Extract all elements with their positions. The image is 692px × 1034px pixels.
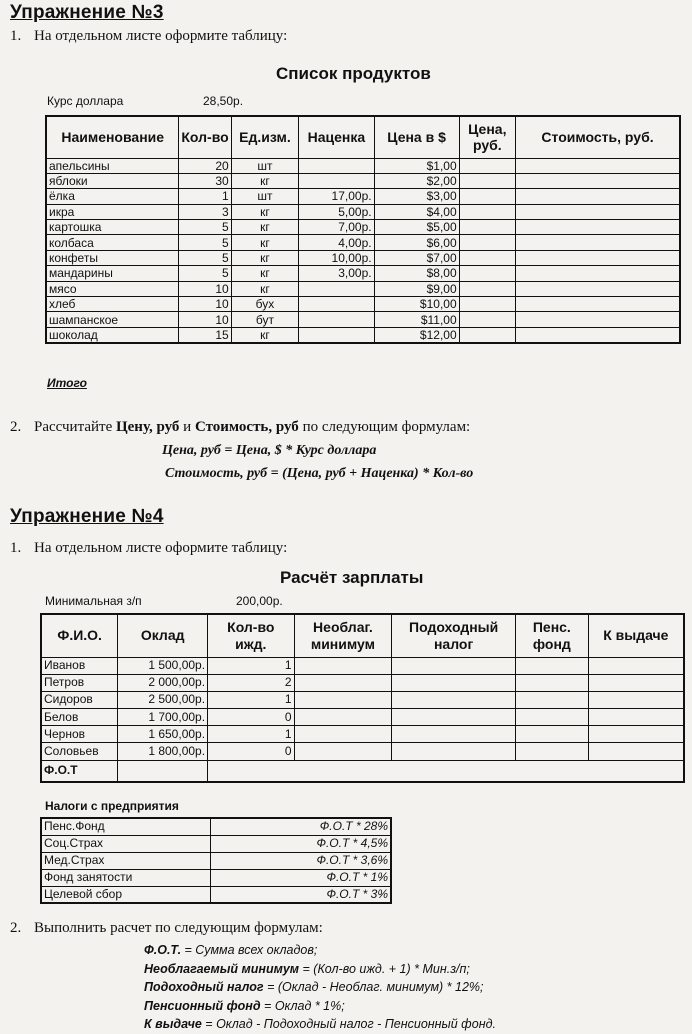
table-cell xyxy=(459,297,515,312)
table-cell xyxy=(588,726,684,743)
salary-header-row xyxy=(41,614,684,657)
table-cell xyxy=(392,674,516,691)
empty-cell xyxy=(392,760,516,782)
table-cell xyxy=(516,281,680,296)
step-text: На отдельном листе оформите таблицу: xyxy=(34,540,288,556)
tax-name: Фонд занятости xyxy=(41,869,210,886)
table-row xyxy=(46,297,680,312)
tax-formula: Ф.О.Т * 28% xyxy=(210,818,391,835)
table-cell: кг xyxy=(231,204,299,219)
formula-term: Необлагаемый минимум xyxy=(144,961,300,976)
tax-name: Целевой сбор xyxy=(41,886,210,903)
table-cell: шт xyxy=(231,158,299,173)
table-cell: шт xyxy=(231,189,299,204)
table-row xyxy=(41,869,391,886)
step-text: Выполнить расчет по следующим формулам: xyxy=(34,920,323,936)
col-header-pension: Пенс. фонд xyxy=(515,614,588,657)
table-cell: 15 xyxy=(179,327,231,343)
col-header-untaxed-min: Необлаг. минимум xyxy=(294,614,392,657)
table-cell xyxy=(516,189,680,204)
table-cell: 5,00р. xyxy=(299,204,374,219)
table-row xyxy=(46,281,680,296)
table-cell: кг xyxy=(231,173,299,188)
table-cell: яблоки xyxy=(46,173,179,188)
step-bold-price: Цену, руб xyxy=(115,419,180,435)
table-cell xyxy=(294,709,392,726)
table-cell: 30 xyxy=(179,173,231,188)
table-row xyxy=(41,835,391,852)
table-cell: Сидоров xyxy=(41,691,118,708)
table-row xyxy=(41,886,391,903)
table-cell: 1 xyxy=(179,189,231,204)
tax-formula: Ф.О.Т * 3,6% xyxy=(210,852,391,869)
salary-table-title: Расчёт зарплаты xyxy=(280,568,424,587)
tax-name: Мед.Страх xyxy=(41,852,210,869)
formula-line xyxy=(144,999,345,1013)
step-text-end: по следующим формулам: xyxy=(298,419,471,435)
formula-expr: = (Оклад - Необлаг. минимум) * 12%; xyxy=(263,980,484,994)
step-text-and: и xyxy=(179,419,195,435)
table-cell xyxy=(299,158,374,173)
col-header-salary: Оклад xyxy=(118,614,208,657)
table-cell: $1,00 xyxy=(374,158,459,173)
table-cell: $3,00 xyxy=(374,189,459,204)
table-row xyxy=(46,250,680,265)
step-text: На отдельном листе оформите таблицу: xyxy=(34,28,288,44)
formula-line xyxy=(144,1017,496,1031)
min-wage-label: Минимальная з/п xyxy=(45,594,142,608)
table-cell: Чернов xyxy=(41,726,118,743)
table-cell xyxy=(516,250,680,265)
step-number: 1. xyxy=(10,28,22,44)
table-row xyxy=(46,220,680,235)
table-cell: Петров xyxy=(41,674,118,691)
table-cell: 7,00р. xyxy=(299,220,374,235)
products-table xyxy=(45,115,681,344)
table-cell: $12,00 xyxy=(374,327,459,343)
table-cell: 5 xyxy=(179,220,231,235)
products-table-title: Список продуктов xyxy=(276,64,431,83)
fot-value-cell xyxy=(118,760,208,782)
formula-term: Пенсионный фонд xyxy=(144,998,261,1013)
table-cell xyxy=(294,657,392,674)
table-cell: ёлка xyxy=(46,189,179,204)
table-row xyxy=(41,852,391,869)
min-wage-value: 200,00р. xyxy=(236,594,283,608)
table-cell xyxy=(588,709,684,726)
empty-cell xyxy=(294,760,392,782)
table-cell xyxy=(515,709,588,726)
formula-line xyxy=(144,962,470,976)
table-cell: 3 xyxy=(179,204,231,219)
formula-term: К выдаче xyxy=(144,1017,202,1031)
table-cell xyxy=(516,312,680,327)
formula-line xyxy=(144,980,484,994)
table-cell xyxy=(299,327,374,343)
table-cell xyxy=(392,743,516,760)
table-cell: хлеб xyxy=(46,297,179,312)
tax-name: Соц.Страх xyxy=(41,835,210,852)
step-number: 2. xyxy=(10,920,22,936)
formula-expr: = Оклад - Подоходный налог - Пенсионный фонд. xyxy=(201,1017,496,1031)
table-row xyxy=(46,327,680,343)
tax-formula: Ф.О.Т * 3% xyxy=(210,886,391,903)
table-cell xyxy=(516,204,680,219)
step-bold-cost: Стоимость, руб xyxy=(194,419,299,435)
table-cell xyxy=(459,250,515,265)
table-row xyxy=(46,204,680,219)
fot-row xyxy=(41,760,684,782)
table-cell: 10,00р. xyxy=(299,250,374,265)
table-cell xyxy=(459,220,515,235)
table-cell: конфеты xyxy=(46,250,179,265)
table-cell xyxy=(299,297,374,312)
table-row xyxy=(46,312,680,327)
table-cell xyxy=(459,189,515,204)
table-cell: 5 xyxy=(179,250,231,265)
col-header-name: Наименование xyxy=(46,116,179,158)
table-row xyxy=(41,726,684,743)
table-row xyxy=(41,674,684,691)
table-cell: 10 xyxy=(179,297,231,312)
table-cell: $4,00 xyxy=(374,204,459,219)
step-number: 2. xyxy=(10,419,22,435)
table-cell: шоколад xyxy=(46,327,179,343)
ex3-step2 xyxy=(10,419,470,436)
table-cell: 5 xyxy=(179,266,231,281)
total-label: Итого xyxy=(47,376,87,390)
table-cell: кг xyxy=(231,327,299,343)
table-cell: $11,00 xyxy=(374,312,459,327)
table-cell xyxy=(588,657,684,674)
table-cell: 2 xyxy=(208,674,295,691)
step-number: 1. xyxy=(10,540,22,556)
taxes-table xyxy=(40,817,392,904)
table-cell xyxy=(392,709,516,726)
table-cell: 3,00р. xyxy=(299,266,374,281)
table-cell xyxy=(294,743,392,760)
ex3-step1 xyxy=(10,28,287,45)
table-cell xyxy=(459,235,515,250)
table-cell xyxy=(516,297,680,312)
table-cell xyxy=(392,691,516,708)
empty-cell xyxy=(588,760,684,782)
formula-expr: = Оклад * 1%; xyxy=(260,998,345,1013)
table-cell xyxy=(516,220,680,235)
formula-expr: = (Кол-во ижд. + 1) * Мин.з/п; xyxy=(299,961,470,976)
formula-term: Подоходный налог xyxy=(144,980,264,994)
formula-price: Цена, руб = Цена, $ * Курс доллара xyxy=(162,443,377,458)
col-header-dependents: Кол-во ижд. xyxy=(208,614,295,657)
table-row xyxy=(41,818,391,835)
exercise-3-heading: Упражнение №3 xyxy=(10,2,164,23)
table-row xyxy=(41,657,684,674)
tax-formula: Ф.О.Т * 4,5% xyxy=(210,835,391,852)
col-header-qty: Кол-во xyxy=(179,116,231,158)
table-row xyxy=(41,691,684,708)
table-cell xyxy=(516,158,680,173)
products-header-row xyxy=(46,116,680,158)
table-cell: 20 xyxy=(179,158,231,173)
table-cell xyxy=(588,743,684,760)
table-cell: $2,00 xyxy=(374,173,459,188)
table-cell: бут xyxy=(231,312,299,327)
table-cell: 0 xyxy=(208,709,295,726)
table-cell: 0 xyxy=(208,743,295,760)
table-cell: 1 xyxy=(208,691,295,708)
ex4-step1 xyxy=(10,540,287,557)
table-cell: $10,00 xyxy=(374,297,459,312)
table-cell xyxy=(516,327,680,343)
table-cell: шампанское xyxy=(46,312,179,327)
table-cell xyxy=(294,674,392,691)
table-cell: $5,00 xyxy=(374,220,459,235)
table-cell: 1 650,00р. xyxy=(118,726,208,743)
table-cell xyxy=(515,691,588,708)
salary-table xyxy=(40,613,685,783)
step-text: Рассчитайте xyxy=(34,419,116,435)
table-cell xyxy=(459,204,515,219)
table-row xyxy=(41,709,684,726)
table-row xyxy=(41,743,684,760)
table-cell xyxy=(515,674,588,691)
formula-line xyxy=(144,943,317,957)
table-row xyxy=(46,189,680,204)
col-header-price-usd: Цена в $ xyxy=(374,116,459,158)
table-cell: кг xyxy=(231,281,299,296)
table-cell: 1 700,00р. xyxy=(118,709,208,726)
table-cell xyxy=(459,173,515,188)
table-cell xyxy=(516,235,680,250)
table-cell: 1 xyxy=(208,726,295,743)
table-cell: кг xyxy=(231,266,299,281)
col-header-payout: К выдаче xyxy=(588,614,684,657)
table-cell xyxy=(515,657,588,674)
table-cell: 1 xyxy=(208,657,295,674)
table-cell xyxy=(299,173,374,188)
table-cell: 10 xyxy=(179,281,231,296)
table-cell xyxy=(459,158,515,173)
table-cell xyxy=(294,726,392,743)
table-cell xyxy=(459,266,515,281)
table-cell: апельсины xyxy=(46,158,179,173)
table-row xyxy=(46,158,680,173)
tax-formula: Ф.О.Т * 1% xyxy=(210,869,391,886)
table-cell xyxy=(392,726,516,743)
formula-term: Ф.О.Т. xyxy=(144,943,182,957)
empty-cell xyxy=(208,760,295,782)
taxes-title: Налоги с предприятия xyxy=(45,799,179,813)
table-cell xyxy=(588,691,684,708)
rate-label: Курс доллара xyxy=(47,94,124,108)
table-cell xyxy=(459,327,515,343)
rate-value: 28,50р. xyxy=(203,94,244,108)
table-cell: мясо xyxy=(46,281,179,296)
table-cell: 2 500,00р. xyxy=(118,691,208,708)
table-cell: Иванов xyxy=(41,657,118,674)
table-row xyxy=(46,266,680,281)
tax-name: Пенс.Фонд xyxy=(41,818,210,835)
formula-expr: = Сумма всех окладов; xyxy=(181,943,318,957)
table-cell: кг xyxy=(231,220,299,235)
table-cell: 1 800,00р. xyxy=(118,743,208,760)
fot-label: Ф.О.Т xyxy=(41,760,118,782)
col-header-income-tax: Подоходный налог xyxy=(392,614,516,657)
table-cell: картошка xyxy=(46,220,179,235)
table-cell: $8,00 xyxy=(374,266,459,281)
table-cell: Белов xyxy=(41,709,118,726)
table-cell xyxy=(515,726,588,743)
table-row xyxy=(46,235,680,250)
table-cell: 17,00р. xyxy=(299,189,374,204)
col-header-unit: Ед.изм. xyxy=(231,116,299,158)
ex4-step2 xyxy=(10,920,323,937)
table-cell: 10 xyxy=(179,312,231,327)
table-cell: $9,00 xyxy=(374,281,459,296)
table-cell: 2 000,00р. xyxy=(118,674,208,691)
table-cell: Соловьев xyxy=(41,743,118,760)
table-cell xyxy=(459,312,515,327)
table-cell: мандарины xyxy=(46,266,179,281)
table-cell xyxy=(299,281,374,296)
table-cell xyxy=(588,674,684,691)
table-cell xyxy=(459,281,515,296)
col-header-markup: Наценка xyxy=(299,116,374,158)
table-cell: 5 xyxy=(179,235,231,250)
col-header-fio: Ф.И.О. xyxy=(41,614,118,657)
formula-cost: Стоимость, руб = (Цена, руб + Наценка) * Кол-во xyxy=(165,466,474,481)
table-cell: икра xyxy=(46,204,179,219)
table-row xyxy=(46,173,680,188)
col-header-cost-rub: Стоимость, руб. xyxy=(516,116,680,158)
col-header-price-rub: Цена, руб. xyxy=(459,116,515,158)
table-cell xyxy=(516,173,680,188)
table-cell: $6,00 xyxy=(374,235,459,250)
table-cell: кг xyxy=(231,250,299,265)
table-cell: 4,00р. xyxy=(299,235,374,250)
table-cell: колбаса xyxy=(46,235,179,250)
table-cell xyxy=(294,691,392,708)
table-cell: $7,00 xyxy=(374,250,459,265)
table-cell: 1 500,00р. xyxy=(118,657,208,674)
table-cell xyxy=(392,657,516,674)
table-cell xyxy=(515,743,588,760)
table-cell: бух xyxy=(231,297,299,312)
table-cell: кг xyxy=(231,235,299,250)
table-cell xyxy=(516,266,680,281)
empty-cell xyxy=(515,760,588,782)
table-cell xyxy=(299,312,374,327)
exercise-4-heading: Упражнение №4 xyxy=(10,506,164,527)
